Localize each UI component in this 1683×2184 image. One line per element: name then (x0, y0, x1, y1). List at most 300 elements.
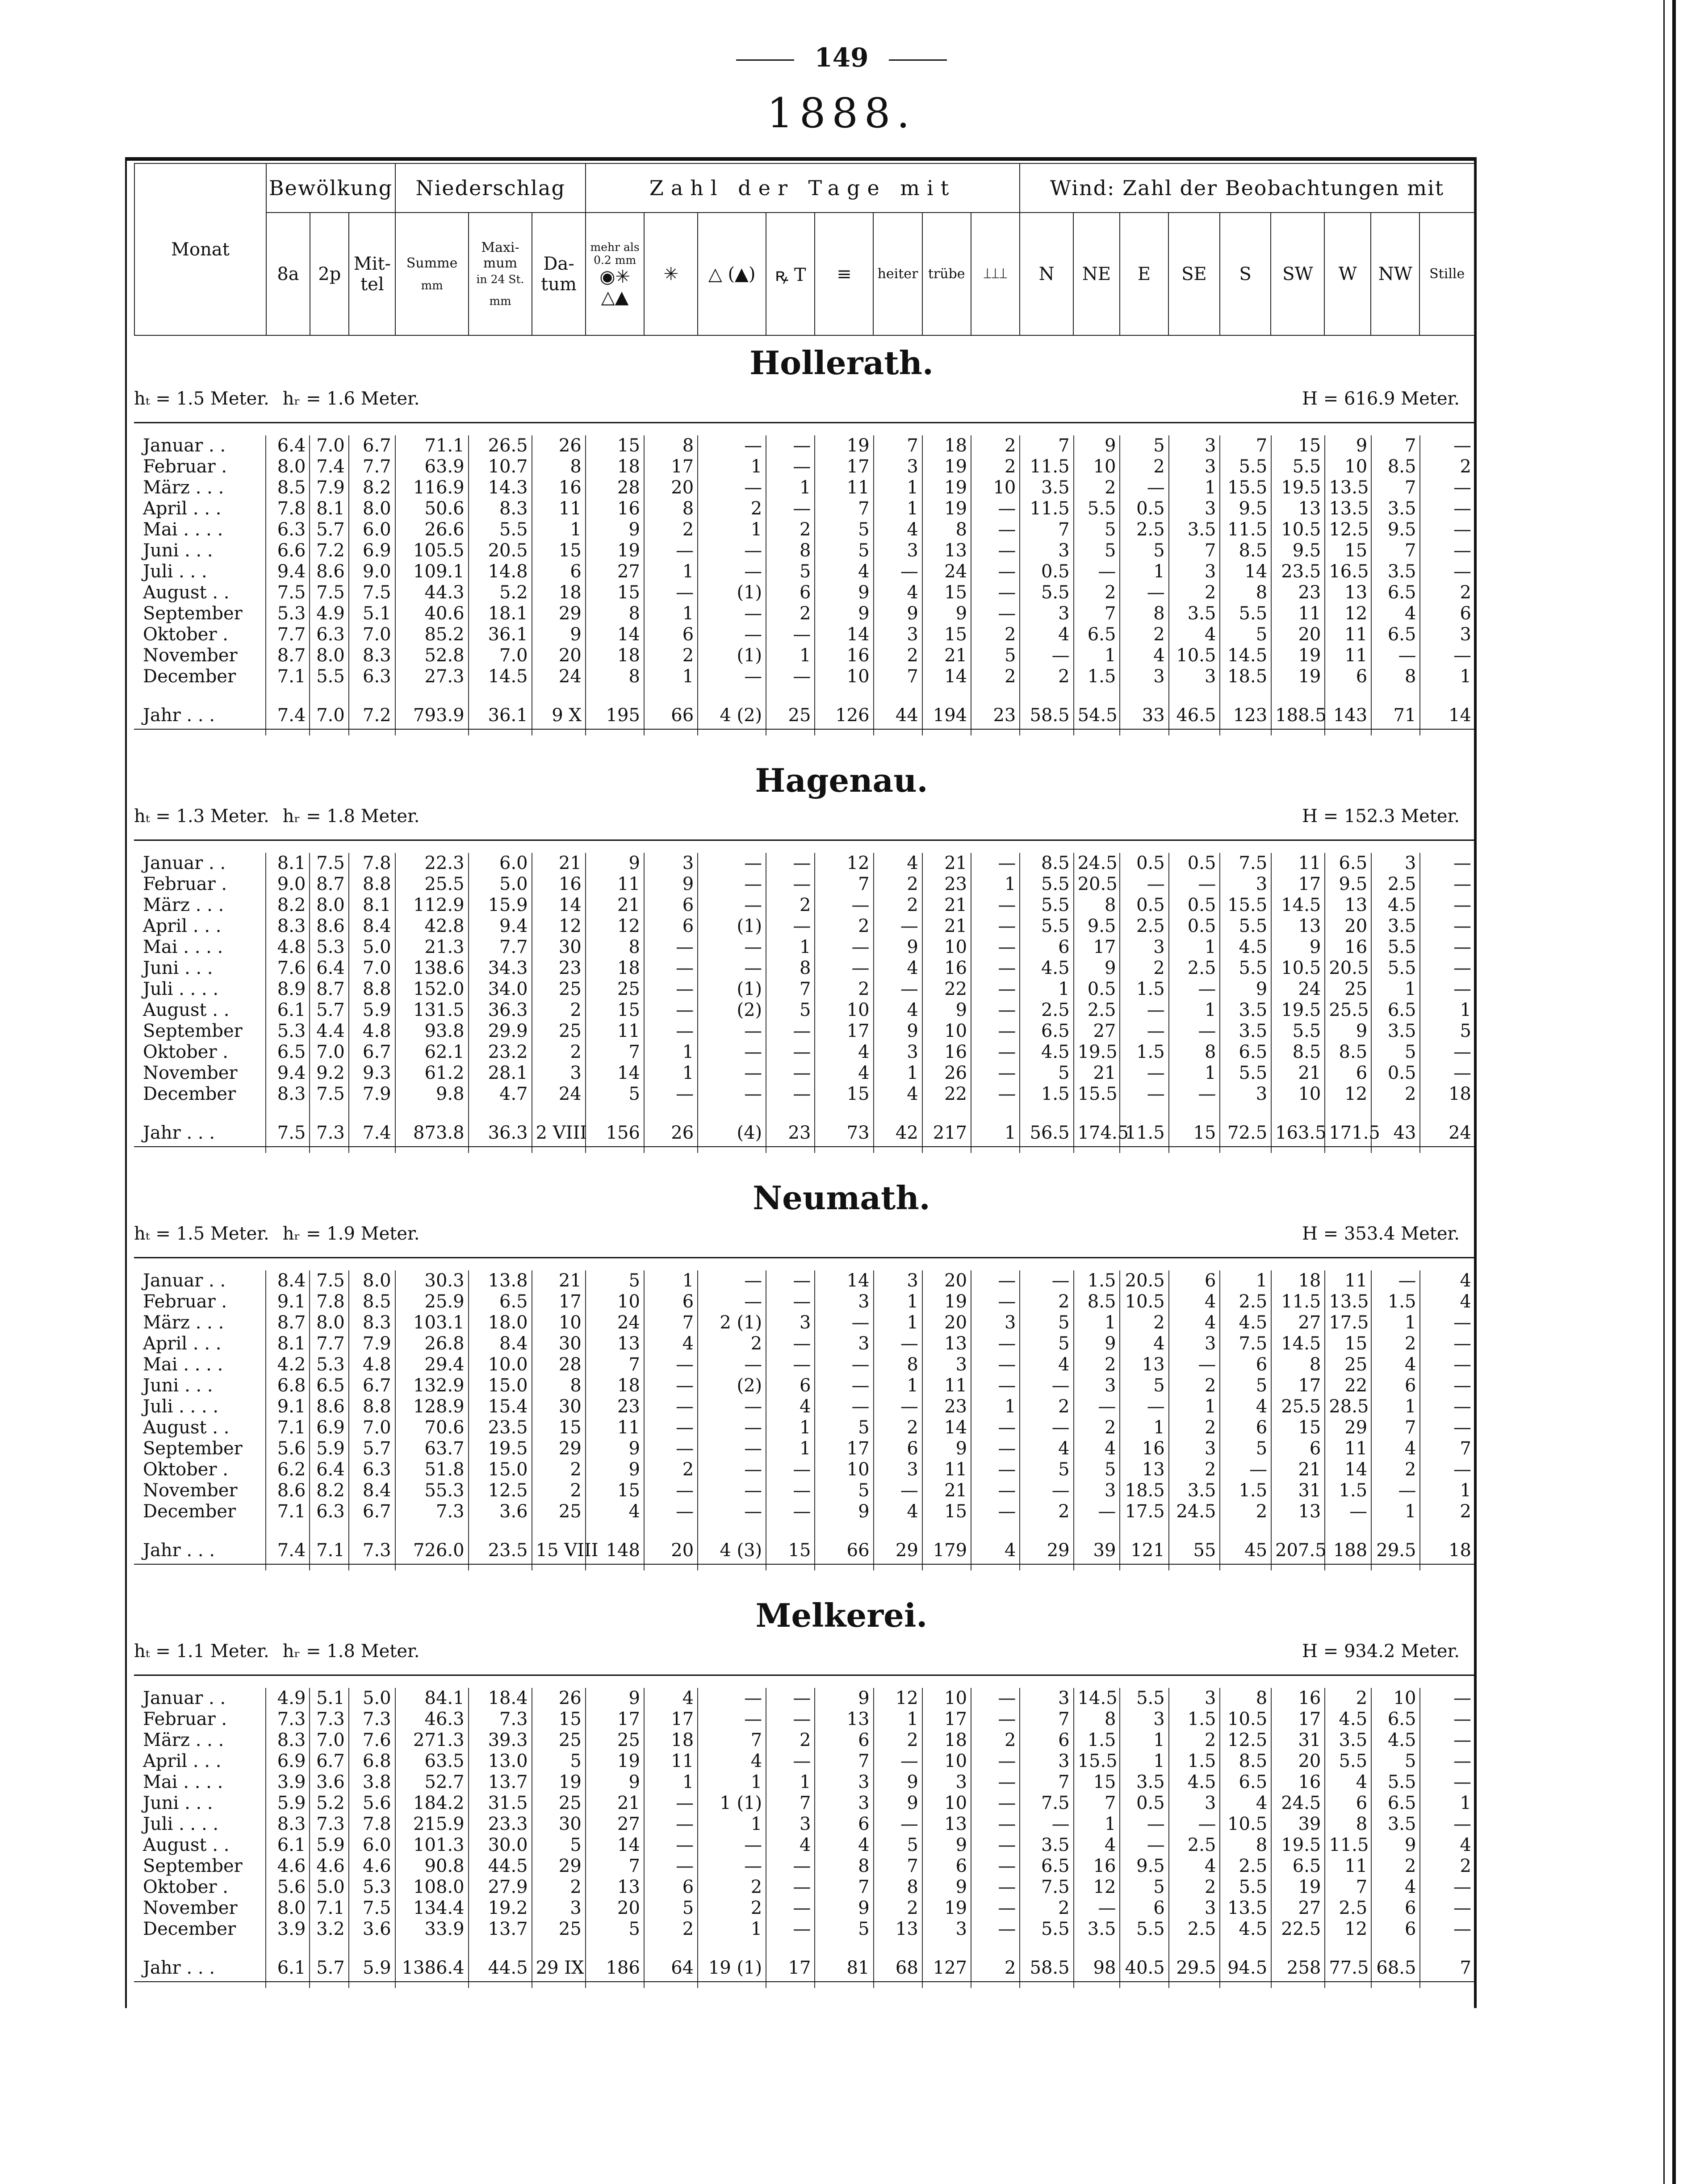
table-cell: 12 (1325, 603, 1371, 624)
table-cell: 14 (815, 1270, 873, 1291)
table-cell: — (1169, 1084, 1220, 1105)
table-cell: 4.6 (310, 1856, 348, 1877)
table-cell: 2 (644, 1459, 698, 1480)
table-cell: 2 (532, 1042, 586, 1063)
station-elevation: H = 152.3 Meter. (1302, 806, 1460, 827)
table-cell: 19 (1271, 1877, 1325, 1898)
table-cell: — (644, 1835, 698, 1856)
table-cell: 5 (586, 1084, 644, 1105)
table-cell: — (698, 603, 766, 624)
table-cell: 8.3 (266, 1730, 310, 1751)
table-cell: 3 (1120, 666, 1168, 687)
table-cell: 1 (698, 519, 766, 540)
table-cell: 7.3 (310, 1814, 348, 1835)
row-month: September (143, 603, 243, 624)
table-cell: 23 (922, 1396, 971, 1417)
table-cell: 19.2 (469, 1898, 532, 1919)
table-cell: — (766, 456, 815, 477)
table-cell: — (874, 1333, 922, 1354)
table-cell: 2 (815, 979, 873, 1000)
table-cell: — (766, 666, 815, 687)
table-cell: 13 (1325, 582, 1371, 603)
table-cell: 17.5 (1325, 1312, 1371, 1333)
table-cell: 64 (644, 1948, 698, 1988)
table-cell: 174.5 (1074, 1113, 1120, 1153)
table-row (134, 1877, 1475, 1898)
table-cell: 8.5 (266, 477, 310, 498)
table-row (134, 1688, 1475, 1709)
table-cell: 5.5 (1271, 1021, 1325, 1042)
table-cell: 8.1 (266, 1333, 310, 1354)
table-cell: 15 (586, 582, 644, 603)
table-cell: 1 (1169, 1000, 1220, 1021)
table-cell: — (815, 1354, 873, 1375)
table-cell: 1 (1169, 1396, 1220, 1417)
table-cell: 3 (922, 1354, 971, 1375)
table-cell: 13.5 (1325, 498, 1371, 519)
header-wind-e: E (1120, 213, 1168, 335)
table-cell: — (874, 561, 922, 582)
table-cell: 7.9 (310, 477, 348, 498)
table-cell: 2 (1074, 582, 1120, 603)
table-cell: — (1420, 519, 1475, 540)
table-cell: 8 (1120, 603, 1168, 624)
table-cell: 8.4 (469, 1333, 532, 1354)
table-cell: 5.7 (310, 1948, 348, 1988)
table-cell: 188.5 (1271, 695, 1325, 735)
table-cell: 5.5 (1020, 916, 1073, 937)
table-cell: 8 (766, 540, 815, 561)
table-cell: 29 (1325, 1417, 1371, 1438)
table-cell: 7 (874, 666, 922, 687)
table-cell: — (766, 1333, 815, 1354)
table-cell: 2 (874, 1417, 922, 1438)
table-cell: 5 (1120, 1375, 1168, 1396)
table-cell: — (1120, 874, 1168, 895)
header-heiter: heiter (873, 213, 922, 335)
table-cell: — (1420, 1354, 1475, 1375)
table-cell: 2 (1169, 1877, 1220, 1898)
row-month: Januar . . (143, 1270, 226, 1291)
table-cell: 15 (586, 1000, 644, 1021)
table-cell: 12.5 (1220, 1730, 1271, 1751)
table-cell: 6 (1420, 603, 1475, 624)
table-cell: 27.3 (395, 666, 469, 687)
row-month: Januar . . (143, 853, 226, 873)
table-cell: 2 (1074, 1417, 1120, 1438)
table-cell: — (766, 1709, 815, 1730)
table-cell: 7 (586, 1354, 644, 1375)
table-cell: 12.5 (469, 1480, 532, 1501)
table-cell: 1 (874, 1375, 922, 1396)
station-name: Neumath. (753, 1179, 930, 1217)
header-truebe: trübe (922, 213, 971, 335)
table-cell: — (766, 498, 815, 519)
table-cell: 11.5 (1020, 498, 1073, 519)
table-cell: 5 (1120, 1877, 1168, 1898)
table-cell: — (1020, 645, 1073, 666)
table-cell: 14.5 (1074, 1688, 1120, 1709)
table-cell: 4 (1020, 624, 1073, 645)
table-cell: 14.5 (1271, 895, 1325, 916)
table-cell: — (1169, 874, 1220, 895)
table-cell: — (971, 1835, 1020, 1856)
table-cell: 30 (532, 937, 586, 958)
table-cell: 7.8 (349, 853, 395, 874)
table-cell: 4 (1420, 1835, 1475, 1856)
table-cell: 20 (922, 1270, 971, 1291)
table-cell: — (1420, 853, 1475, 874)
table-cell: 8 (532, 1375, 586, 1396)
table-cell: 50.6 (395, 498, 469, 519)
table-cell: 27.9 (469, 1877, 532, 1898)
table-cell: 1 (874, 1312, 922, 1333)
header-bewoelkung: Bewölkung (266, 163, 395, 213)
table-cell: 2 (1120, 456, 1168, 477)
table-cell: 70.6 (395, 1417, 469, 1438)
table-cell: 6.7 (349, 1042, 395, 1063)
table-cell: 5.0 (469, 874, 532, 895)
table-row (134, 624, 1475, 645)
table-cell: 20.5 (1074, 874, 1120, 895)
table-cell: — (1120, 1000, 1168, 1021)
row-month: September (143, 1856, 243, 1876)
table-cell: 11 (1325, 1270, 1371, 1291)
table-cell: 7 (1020, 435, 1073, 456)
table-cell: 3 (1169, 1333, 1220, 1354)
station-instrument-heights (134, 1641, 419, 1662)
table-cell: 44.5 (469, 1856, 532, 1877)
table-cell: 1.5 (1074, 666, 1120, 687)
table-cell: — (698, 853, 766, 874)
table-cell: 13 (922, 1333, 971, 1354)
table-cell: 6.9 (349, 540, 395, 561)
table-cell: 2 (1074, 477, 1120, 498)
table-cell: — (766, 435, 815, 456)
table-cell: — (815, 937, 873, 958)
table-cell: 5.3 (310, 1354, 348, 1375)
table-cell: 9.5 (1325, 874, 1371, 895)
table-cell: 13.5 (1325, 1291, 1371, 1312)
table-cell: 7.7 (266, 624, 310, 645)
station-elevation: H = 934.2 Meter. (1302, 1641, 1460, 1662)
table-cell: 15 (532, 540, 586, 561)
table-cell: 27 (586, 561, 644, 582)
table-cell: — (1420, 1730, 1475, 1751)
table-cell: 4 (874, 853, 922, 874)
table-cell: 16 (922, 958, 971, 979)
table-cell: 4 (766, 1835, 815, 1856)
table-cell: — (644, 1480, 698, 1501)
table-cell: 13.7 (469, 1772, 532, 1793)
table-cell: 9 (586, 1459, 644, 1480)
table-cell: 23 (971, 695, 1020, 735)
table-cell: — (1420, 1709, 1475, 1730)
table-cell: 7 (1371, 1417, 1420, 1438)
table-cell: 54.5 (1074, 695, 1120, 735)
table-cell: 8.3 (266, 1084, 310, 1105)
table-cell: 4.8 (349, 1354, 395, 1375)
table-cell: 123 (1220, 695, 1271, 735)
table-cell: 3 (1020, 1688, 1073, 1709)
table-cell: 3 (1074, 1480, 1120, 1501)
table-cell: 13.8 (469, 1270, 532, 1291)
table-cell: 4 (1420, 1291, 1475, 1312)
table-cell: 1 (1420, 1000, 1475, 1021)
table-cell: — (815, 1312, 873, 1333)
table-cell: 8 (644, 498, 698, 519)
table-cell: 9 (1325, 435, 1371, 456)
table-cell: (4) (698, 1113, 766, 1153)
table-cell: 108.0 (395, 1877, 469, 1898)
table-cell: 20 (644, 1530, 698, 1570)
table-cell: 5.9 (266, 1793, 310, 1814)
table-cell: 58.5 (1020, 695, 1073, 735)
table-cell: 12 (532, 916, 586, 937)
table-cell: — (971, 1877, 1020, 1898)
table-cell: 11 (586, 1021, 644, 1042)
table-cell: — (698, 1480, 766, 1501)
table-cell: 6 (1371, 1898, 1420, 1919)
table-cell: 5.5 (1371, 1772, 1420, 1793)
table-cell: 4 (1120, 645, 1168, 666)
table-cell: 7.3 (469, 1709, 532, 1730)
table-cell: 24.5 (1271, 1793, 1325, 1814)
table-cell: 15 (1325, 1333, 1371, 1354)
table-cell: 4 (1020, 1354, 1073, 1375)
table-cell: 1 (698, 456, 766, 477)
table-cell: 16 (532, 874, 586, 895)
table-cell: 217 (922, 1113, 971, 1153)
table-cell: — (1074, 561, 1120, 582)
table-cell: 7.3 (310, 1113, 348, 1153)
table-cell: 10 (815, 666, 873, 687)
table-cell: 12 (874, 1688, 922, 1709)
table-cell: 46.3 (395, 1709, 469, 1730)
table-cell: 4 (644, 1333, 698, 1354)
table-row (134, 435, 1475, 456)
table-cell: 21 (1074, 1063, 1120, 1084)
table-cell: 19 (922, 477, 971, 498)
table-row (134, 603, 1475, 624)
table-cell: 3 (1120, 1709, 1168, 1730)
table-cell: — (1371, 1270, 1420, 1291)
table-cell: 1 (971, 1396, 1020, 1417)
table-cell: 5 (1020, 1063, 1073, 1084)
table-cell: 20 (1271, 1751, 1325, 1772)
table-cell: 5.5 (1020, 582, 1073, 603)
table-cell: — (1420, 1751, 1475, 1772)
table-cell: 14.3 (469, 477, 532, 498)
table-cell: 9 X (532, 695, 586, 735)
table-cell: 5 (1220, 1375, 1271, 1396)
table-cell: 7 (1020, 1709, 1073, 1730)
table-cell: 3.5 (1325, 1730, 1371, 1751)
table-cell: 8 (586, 603, 644, 624)
table-cell: 3 (1169, 498, 1220, 519)
table-cell: — (1120, 1814, 1168, 1835)
table-cell: 25 (586, 1730, 644, 1751)
table-cell: 105.5 (395, 540, 469, 561)
table-cell: 1 (874, 498, 922, 519)
table-cell: 10 (1325, 456, 1371, 477)
table-cell: — (698, 1354, 766, 1375)
table-cell: 7 (766, 979, 815, 1000)
table-cell: 17 (644, 1709, 698, 1730)
table-cell: — (1420, 540, 1475, 561)
table-cell: 17 (922, 1709, 971, 1730)
table-cell: — (971, 937, 1020, 958)
table-row (134, 1000, 1475, 1021)
table-cell: 1 (644, 1063, 698, 1084)
table-cell: 9 (874, 1772, 922, 1793)
table-cell: 44.3 (395, 582, 469, 603)
table-cell: 6.0 (349, 1835, 395, 1856)
table-cell: 15 (922, 624, 971, 645)
table-cell: 24 (586, 1312, 644, 1333)
table-cell: — (1120, 1084, 1168, 1105)
table-cell: — (1020, 1814, 1073, 1835)
table-cell: 7.0 (310, 1730, 348, 1751)
table-cell: 9.5 (1220, 498, 1271, 519)
table-row (134, 1835, 1475, 1856)
header-thunder-icon: ꝶ T (766, 213, 815, 335)
table-cell: — (644, 1084, 698, 1105)
table-cell: 5 (1420, 1021, 1475, 1042)
table-cell: 5 (1120, 435, 1168, 456)
table-cell: 7.1 (266, 666, 310, 687)
table-cell: 6 (644, 1291, 698, 1312)
station-table (134, 853, 1475, 1153)
table-cell: 21 (532, 853, 586, 874)
table-cell: — (1020, 1270, 1073, 1291)
table-cell: 19 (586, 1751, 644, 1772)
table-cell: 4.5 (1020, 1042, 1073, 1063)
table-cell: 7 (1169, 540, 1220, 561)
table-cell: 5.9 (310, 1438, 348, 1459)
table-cell: 4 (874, 1084, 922, 1105)
table-cell: 10 (1271, 1084, 1325, 1105)
table-cell: — (815, 1396, 873, 1417)
table-cell: — (644, 540, 698, 561)
station-elevation: H = 616.9 Meter. (1302, 388, 1460, 409)
table-cell: 7 (1020, 519, 1073, 540)
table-cell: 8.5 (349, 1291, 395, 1312)
table-cell: 3 (1169, 435, 1220, 456)
table-row (134, 1042, 1475, 1063)
row-month: Juni . . . (143, 1375, 213, 1396)
table-cell: — (1020, 1480, 1073, 1501)
table-cell: 1 (644, 561, 698, 582)
table-cell: 19.5 (469, 1438, 532, 1459)
table-cell: 6.5 (1325, 853, 1371, 874)
row-month: Oktober . (143, 1877, 229, 1897)
table-cell: 4 (1371, 603, 1420, 624)
table-cell: 6 (1169, 1270, 1220, 1291)
table-cell: (1) (698, 645, 766, 666)
table-cell: 126 (815, 695, 873, 735)
table-cell: 7.1 (310, 1530, 348, 1570)
table-cell: 7.2 (349, 695, 395, 735)
header-niederschlag: Niederschlag (395, 163, 586, 213)
rain-gauge-height: hᵣ = 1.9 Meter. (282, 1224, 420, 1244)
table-cell: 3.5 (1169, 1480, 1220, 1501)
table-cell: 19 (922, 456, 971, 477)
table-cell: — (1074, 1501, 1120, 1522)
table-cell: 8 (1220, 1835, 1271, 1856)
table-cell: 2 (1169, 582, 1220, 603)
table-cell: — (1420, 1063, 1475, 1084)
table-cell: 15.5 (1220, 895, 1271, 916)
table-cell: 24.5 (1074, 853, 1120, 874)
table-cell: 1.5 (1074, 1270, 1120, 1291)
table-cell: 7 (1325, 1877, 1371, 1898)
table-cell: 163.5 (1271, 1113, 1325, 1153)
table-cell: 8.3 (266, 1814, 310, 1835)
row-month: Oktober . (143, 624, 229, 645)
table-cell: 11.5 (1020, 456, 1073, 477)
table-cell: 1 (698, 1919, 766, 1940)
table-cell: 1 (874, 1063, 922, 1084)
table-cell: — (766, 1688, 815, 1709)
table-cell: (2) (698, 1375, 766, 1396)
table-cell: 15 (766, 1530, 815, 1570)
row-month: August . . (143, 582, 230, 603)
table-cell: 21 (586, 1793, 644, 1814)
row-month: Februar . (143, 456, 227, 477)
table-cell: 7.0 (349, 958, 395, 979)
table-cell: 3 (922, 1772, 971, 1793)
table-cell: 5 (532, 1835, 586, 1856)
table-cell: 10 (815, 1459, 873, 1480)
table-cell: 7.3 (349, 1530, 395, 1570)
table-cell: 23 (766, 1113, 815, 1153)
table-cell: — (1420, 477, 1475, 498)
table-row (134, 456, 1475, 477)
table-cell: 8.2 (266, 895, 310, 916)
table-cell: 13 (922, 1814, 971, 1835)
table-cell: 2 (1) (698, 1312, 766, 1333)
table-cell: 7 (815, 498, 873, 519)
table-cell: 10 (815, 1000, 873, 1021)
table-cell: — (874, 1480, 922, 1501)
table-cell: 19 (532, 1772, 586, 1793)
table-cell: 9.2 (310, 1063, 348, 1084)
table-cell: 9 (922, 603, 971, 624)
table-cell: 8 (815, 1856, 873, 1877)
table-cell: 1 (1220, 1270, 1271, 1291)
table-cell: 8.8 (349, 874, 395, 895)
table-cell: 40.5 (1120, 1948, 1168, 1988)
table-cell: 5 (532, 1751, 586, 1772)
table-cell: 19.5 (1271, 477, 1325, 498)
table-cell: 5 (1074, 540, 1120, 561)
table-cell: 13 (922, 540, 971, 561)
header-storm-icon: ⟘⟘⟘ (971, 213, 1020, 335)
table-cell: — (971, 1688, 1020, 1709)
table-cell: 6.5 (1020, 1856, 1073, 1877)
table-cell: 24 (532, 666, 586, 687)
table-cell: 8.3 (349, 1312, 395, 1333)
table-cell: 7 (815, 1751, 873, 1772)
table-cell: 14 (1325, 1459, 1371, 1480)
table-cell: 6.4 (266, 435, 310, 456)
table-cell: 1 (1371, 1396, 1420, 1417)
table-cell: 5.6 (266, 1877, 310, 1898)
table-cell: 1 (1120, 1417, 1168, 1438)
table-cell: 8 (1074, 1709, 1120, 1730)
table-cell: 8.8 (349, 1396, 395, 1417)
